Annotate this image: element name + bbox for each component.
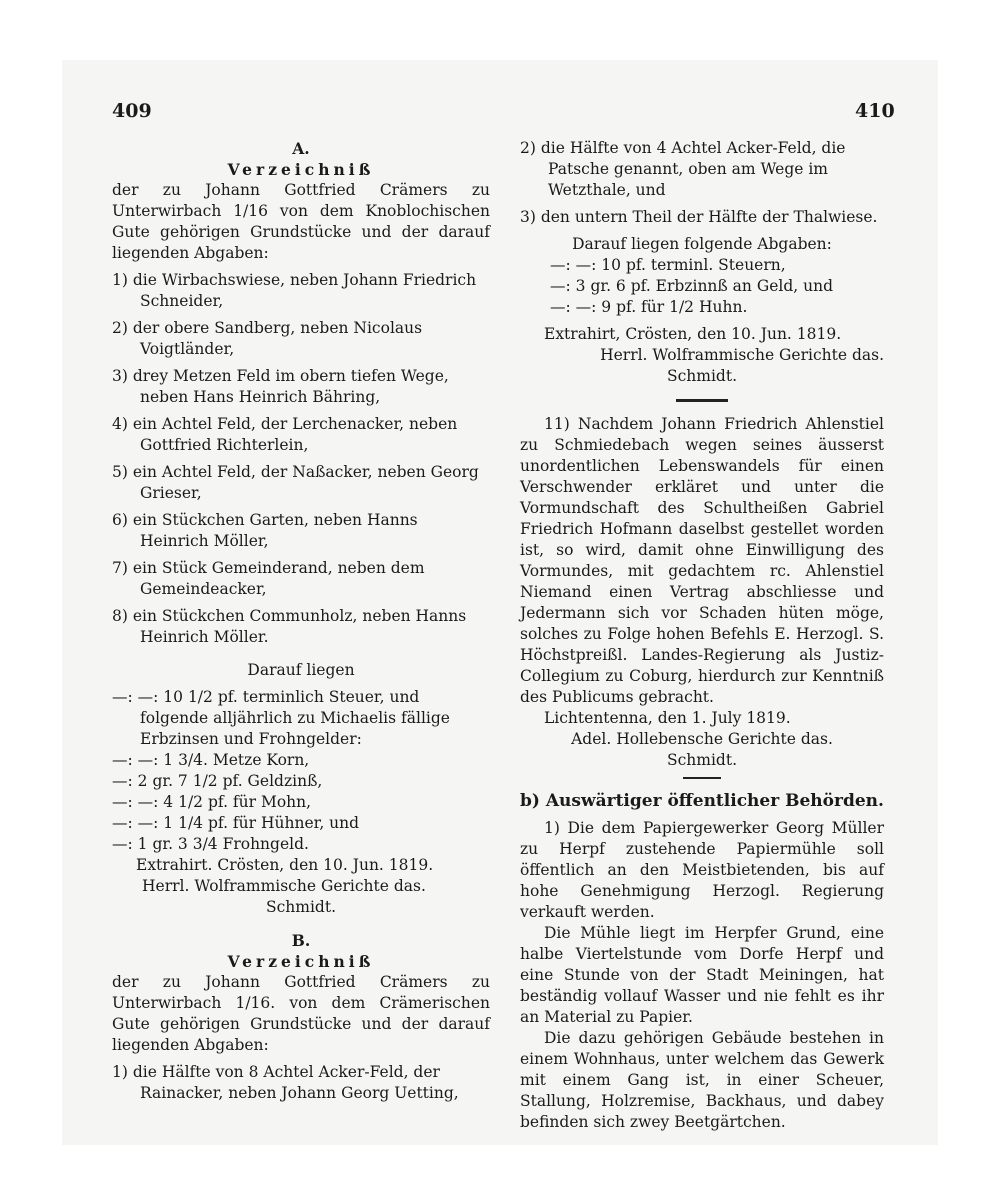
darauf-liegen-heading: Darauf liegen	[247, 661, 355, 679]
list-item: 7) ein Stück Gemeinderand, neben dem Gemeindeacker,	[112, 559, 425, 598]
extrahirt-line: Extrahirt. Crösten, den 10. Jun. 1819.	[136, 856, 434, 874]
list-item: 1) die Hälfte von 8 Achtel Acker-Feld, der Rainacker, neben Johann Georg Uetting,	[112, 1063, 459, 1102]
abgabe-line: —: —: 4 1/2 pf. für Mohn,	[112, 793, 312, 811]
list-item: 8) ein Stückchen Communholz, neben Hanns Heinrich Möller.	[112, 607, 467, 646]
notice-signature-court: Adel. Hollebensche Gerichte das.	[571, 730, 833, 748]
abgabe-line: —: —: 10 pf. terminl. Steuern,	[550, 256, 786, 274]
left-column	[112, 138, 490, 1104]
abgabe-line: —: —: 9 pf. für 1/2 Huhn.	[550, 298, 748, 316]
list-item: 2) der obere Sandberg, neben Nicolaus Voigtländer,	[112, 319, 423, 358]
list-item: 3) drey Metzen Feld im obern tiefen Wege, neben Hans Heinrich Bähring,	[112, 367, 449, 406]
abgabe-line: —: 2 gr. 7 1/2 pf. Geldzinß,	[112, 772, 323, 790]
notice-paragraph: Die Mühle liegt im Herpfer Grund, eine halbe Viertelstunde vom Dorfe Herpf und eine Stunde von der Stadt Meiningen, hat beständig vollauf Wasser und nie fehlt es ihr an Material zu Papier.	[520, 924, 884, 1026]
notice-signature-name: Schmidt.	[666, 751, 737, 769]
list-item: 4) ein Achtel Feld, der Lerchenacker, neben Gottfried Richterlein,	[112, 415, 458, 454]
notice-place-date: Lichtentenna, den 1. July 1819.	[544, 709, 791, 727]
notice-paragraph: 11) Nachdem Johann Friedrich Ahlenstiel zu Schmiedebach wegen seines äusserst unordentlichen Lebenswandels für einen Verschwender erkläret und unter die Vormundschaft des Schultheißen Gabriel Friedrich Hofmann daselbst gestellet worden ist, so wird, damit ohne Einwilligung des Vormundes, mit gedachtem rc. Ahlenstiel Niemand einen Vertrag abschliesse und Jedermann sich vor Schaden hüten möge, solches zu Folge hohen Befehls E. Herzogl. S. Höchstpreißl. Landes-Regierung als Justiz-Collegium zu Coburg, hierdurch zur Kenntniß des Publicums gebracht.	[520, 415, 884, 706]
abgabe-line: —: 3 gr. 6 pf. Erbzinnß an Geld, und	[550, 277, 834, 295]
list-item: 6) ein Stückchen Garten, neben Hanns Heinrich Möller,	[112, 511, 418, 550]
abgaben-list	[112, 687, 490, 855]
right-column	[520, 138, 884, 1133]
section-b-intro: der zu Johann Gottfried Crämers zu Unterwirbach 1/16. von dem Crämerischen Gute gehörigen Grundstücke und der darauf liegenden Abgaben:	[112, 973, 490, 1054]
section-a-intro: der zu Johann Gottfried Crämers zu Unterwirbach 1/16 von dem Knoblochischen Gute gehörigen Grundstücke und der darauf liegenden Abgaben:	[112, 181, 490, 262]
notice-paragraph: 1) Die dem Papiergewerker Georg Müller zu Herpf zustehende Papiermühle soll öffentlich an den Meistbietenden, bis auf hohe Genehmigung Herzogl. Regierung verkauft werden.	[520, 819, 884, 921]
right-page-number: 410	[855, 100, 895, 122]
section-a-title: Verzeichniß	[227, 160, 375, 179]
signature-name: Schmidt.	[666, 367, 737, 385]
list-item: 2) die Hälfte von 4 Achtel Acker-Feld, die Patsche genannt, oben am Wege im Wetzthale, und	[520, 139, 846, 199]
section-a-list	[112, 270, 490, 648]
abgabe-line: —: —: 10 1/2 pf. terminlich Steuer, und folgende alljährlich zu Michaelis fällige Erbzinsen und Frohngelder:	[112, 688, 450, 748]
notice-paragraph: Die dazu gehörigen Gebäude bestehen in einem Wohnhaus, unter welchem das Gewerk mit einem Gang ist, in einer Scheuer, Stallung, Holzremise, Backhaus, und dabey befinden sich zwey Beetgärtchen.	[520, 1029, 884, 1131]
section-a-letter: A.	[292, 139, 310, 158]
section-b-letter: B.	[291, 931, 311, 950]
signature-court: Herrl. Wolframmische Gerichte das.	[142, 877, 426, 895]
signature-name: Schmidt.	[265, 898, 336, 916]
abgabe-line: —: —: 1 1/4 pf. für Hühner, und	[112, 814, 360, 832]
section-b-title: Verzeichniß	[227, 952, 375, 971]
extrahirt-line: Extrahirt, Crösten, den 10. Jun. 1819.	[544, 325, 842, 343]
list-item: 1) die Wirbachswiese, neben Johann Friedrich Schneider,	[112, 271, 477, 310]
abgabe-line: —: 1 gr. 3 3/4 Frohngeld.	[112, 835, 309, 853]
section-heading: b) Auswärtiger öffentlicher Behörden.	[520, 791, 884, 811]
abgaben-heading: Darauf liegen folgende Abgaben:	[572, 235, 832, 253]
abgabe-line: —: —: 1 3/4. Metze Korn,	[112, 751, 310, 769]
list-item: 5) ein Achtel Feld, der Naßacker, neben Georg Grieser,	[112, 463, 479, 502]
left-page-number: 409	[112, 100, 152, 122]
signature-court: Herrl. Wolframmische Gerichte das.	[600, 346, 884, 364]
list-item: 3) den untern Theil der Hälfte der Thalwiese.	[520, 208, 878, 226]
